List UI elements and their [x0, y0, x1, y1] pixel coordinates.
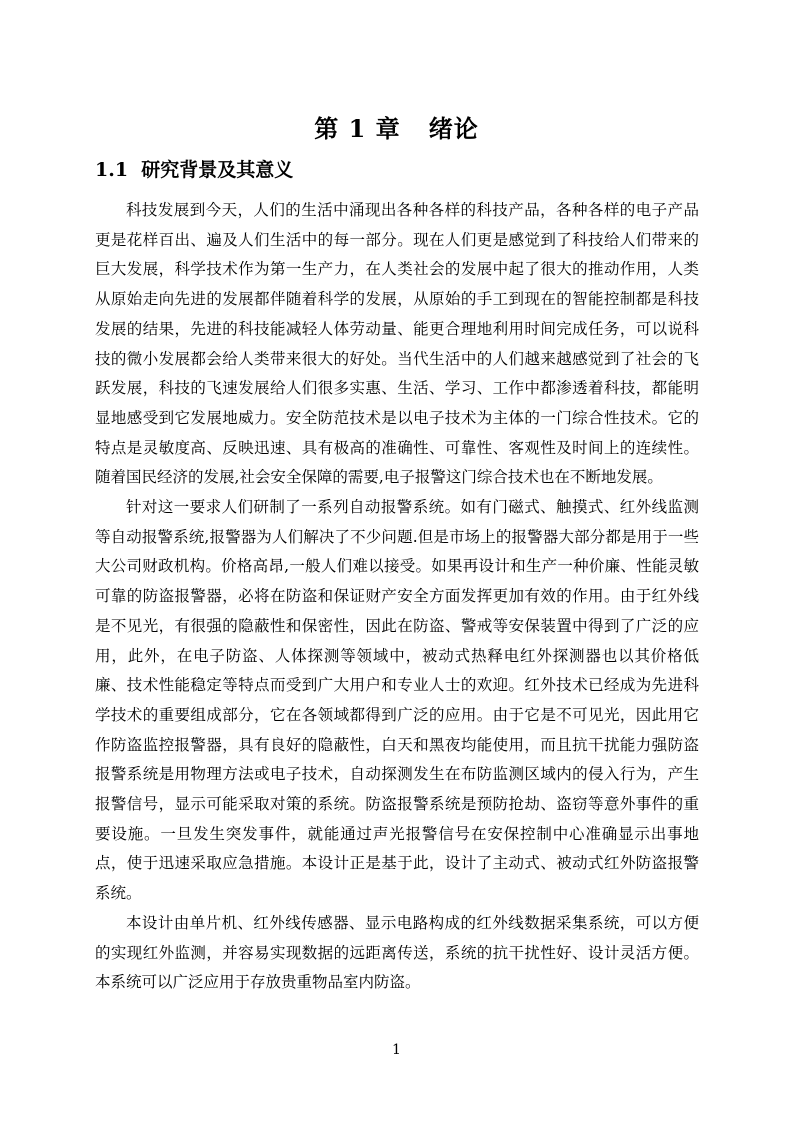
paragraph: 针对这一要求人们研制了一系列自动报警系统。如有门磁式、触摸式、红外线监测等自动报警系统,报警器为人们解决了不少问题.但是市场上的报警器大部分都是用于一些大公司财政机构。价格高昂,一般人们难以接受。如果再设计和生产一种价廉、性能灵敏可靠的防盗报警器，必将在防盗和保证财产安全方面发挥更加有效的作用。由于红外线是不见光，有很强的隐蔽性和保密性，因此在防盗、警戒等安保装置中得到了广泛的应用，此外，在电子防盗、人体探测等领域中，被动式热释电红外探测器也以其价格低廉、技术性能稳定等特点而受到广大用户和专业人士的欢迎。红外技术已经成为先进科学技术的重要组成部分，它在各领域都得到广泛的应用。由于它是不可见光，因此用它作防盗监控报警器，具有良好的隐蔽性，白天和黑夜均能使用，而且抗干扰能力强防盗报警系统是用物理方法或电子技术，自动探测发生在布防监测区域内的侵入行为，产生报警信号，显示可能采取对策的系统。防盗报警系统是预防抢劫、盗窃等意外事件的重要设施。一旦发生突发事件，就能通过声光报警信号在安保控制中心准确显示出事地点，使于迅速采取应急措施。本设计正是基于此，设计了主动式、被动式红外防盗报警系统。 [95, 498, 699, 903]
chapter-title: 第 1 章 绪论 [314, 114, 479, 143]
paragraph: 科技发展到今天，人们的生活中涌现出各种各样的科技产品，各种各样的电子产品更是花样百出、遍及人们生活中的每一部分。现在人们更是感觉到了科技给人们带来的巨大发展，科学技术作为第一生产力，在人类社会的发展中起了很大的推动作用，人类从原始走向先进的发展都伴随着科学的发展，从原始的手工到现在的智能控制都是科技发展的结果，先进的科技能减轻人体劳动量、能更合理地利用时间完成任务，可以说科技的微小发展都会给人类带来很大的好处。当代生活中的人们越来越感觉到了社会的飞跃发展，科技的飞速发展给人们很多实惠、生活、学习、工作中都渗透着科技，都能明显地感受到它发展地威力。安全防范技术是以电子技术为主体的一门综合性技术。它的特点是灵敏度高、反映迅速、具有极高的准确性、可靠性、客观性及时间上的连续性。随着国民经济的发展,社会安全保障的需要,电子报警这门综合技术也在不断地发展。 [95, 201, 699, 487]
paragraph: 本设计由单片机、红外线传感器、显示电路构成的红外线数据采集系统，可以方便的实现红外监测，并容易实现数据的远距离传送，系统的抗干扰性好、设计灵活方便。本系统可以广泛应用于存放贵重物品室内防盗。 [95, 913, 699, 992]
page-number: 1 [392, 1042, 401, 1058]
section-heading: 1.1 研究背景及其意义 [95, 159, 294, 181]
body-text [95, 196, 699, 998]
